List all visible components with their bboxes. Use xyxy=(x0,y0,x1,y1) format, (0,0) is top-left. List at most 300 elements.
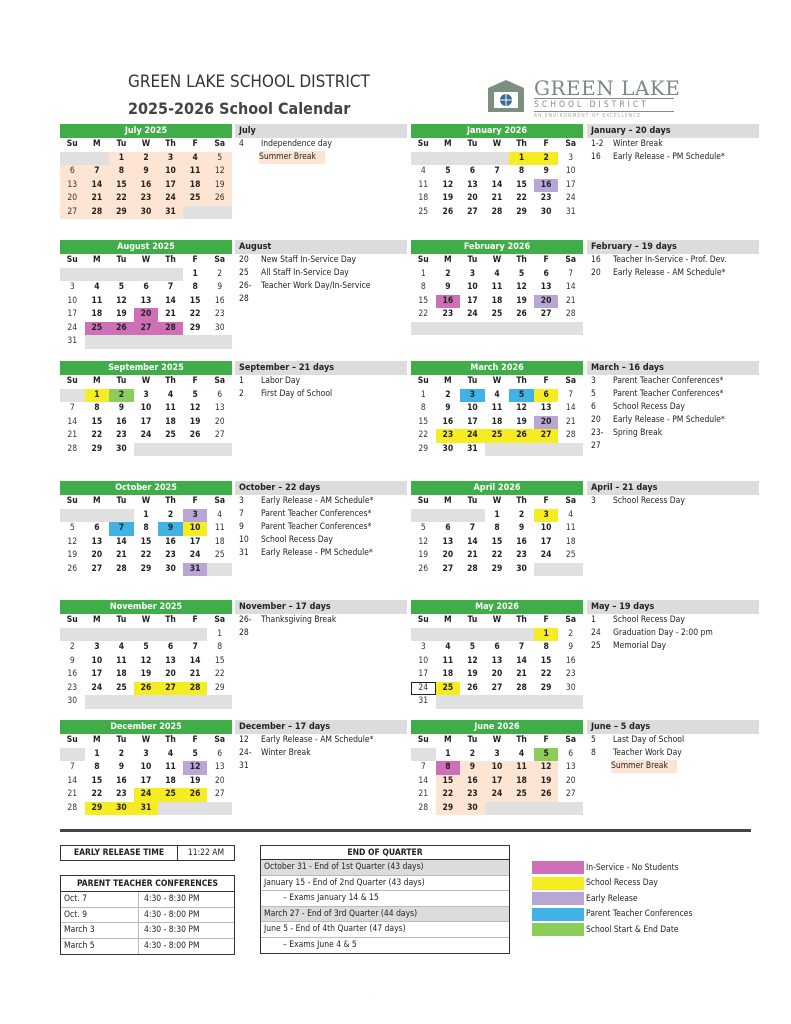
calendar-day[interactable]: 27 xyxy=(134,322,159,336)
calendar-day[interactable]: 13 xyxy=(460,179,485,193)
calendar-day[interactable]: 30 xyxy=(109,802,134,816)
calendar-day[interactable]: 31 xyxy=(558,206,583,220)
calendar-day[interactable]: 30 xyxy=(558,682,583,696)
calendar-day[interactable]: 5 xyxy=(207,152,232,166)
calendar-day[interactable]: 21 xyxy=(485,192,510,206)
calendar-day[interactable]: 15 xyxy=(85,775,110,789)
calendar-day[interactable]: 9 xyxy=(436,402,461,416)
calendar-day[interactable]: 22 xyxy=(109,192,134,206)
calendar-day[interactable]: 21 xyxy=(509,668,534,682)
calendar-day[interactable]: 31 xyxy=(411,695,436,709)
calendar-day[interactable]: 28 xyxy=(509,682,534,696)
calendar-day[interactable]: 14 xyxy=(558,402,583,416)
calendar-day[interactable]: 8 xyxy=(134,522,159,536)
calendar-day[interactable]: 22 xyxy=(207,668,232,682)
calendar-day[interactable]: 3 xyxy=(485,748,510,762)
calendar-day[interactable]: 2 xyxy=(509,509,534,523)
calendar-day[interactable]: 11 xyxy=(183,165,208,179)
calendar-day[interactable]: 21 xyxy=(109,549,134,563)
calendar-day[interactable]: 16 xyxy=(509,536,534,550)
calendar-day[interactable]: 9 xyxy=(534,165,559,179)
calendar-day[interactable]: 12 xyxy=(134,655,159,669)
calendar-day[interactable]: 17 xyxy=(411,668,436,682)
calendar-day[interactable]: 16 xyxy=(207,295,232,309)
calendar-day[interactable]: 30 xyxy=(109,443,134,457)
calendar-day[interactable]: 29 xyxy=(85,802,110,816)
calendar-day[interactable]: 29 xyxy=(509,206,534,220)
calendar-day[interactable]: 21 xyxy=(558,295,583,309)
calendar-day[interactable]: 23 xyxy=(436,429,461,443)
calendar-day[interactable]: 29 xyxy=(85,443,110,457)
calendar-day[interactable]: 8 xyxy=(85,402,110,416)
calendar-day[interactable]: 17 xyxy=(558,179,583,193)
calendar-day[interactable]: 1 xyxy=(509,152,534,166)
calendar-day[interactable]: 22 xyxy=(183,308,208,322)
calendar-day[interactable]: 6 xyxy=(85,522,110,536)
calendar-day[interactable]: 7 xyxy=(485,165,510,179)
calendar-day[interactable]: 19 xyxy=(460,668,485,682)
calendar-day[interactable]: 27 xyxy=(534,429,559,443)
calendar-day[interactable]: 31 xyxy=(158,206,183,220)
calendar-day[interactable]: 23 xyxy=(460,788,485,802)
calendar-day[interactable]: 4 xyxy=(485,389,510,403)
calendar-day[interactable]: 17 xyxy=(534,536,559,550)
calendar-day[interactable]: 23 xyxy=(60,682,85,696)
calendar-day[interactable]: 17 xyxy=(158,179,183,193)
calendar-day[interactable]: 10 xyxy=(460,402,485,416)
calendar-day[interactable]: 2 xyxy=(436,268,461,282)
calendar-day[interactable]: 6 xyxy=(436,522,461,536)
calendar-day[interactable]: 18 xyxy=(485,416,510,430)
calendar-day[interactable]: 6 xyxy=(558,748,583,762)
calendar-day[interactable]: 2 xyxy=(109,389,134,403)
calendar-day[interactable]: 9 xyxy=(158,522,183,536)
calendar-day[interactable]: 15 xyxy=(534,655,559,669)
calendar-day[interactable]: 1 xyxy=(109,152,134,166)
calendar-day[interactable]: 28 xyxy=(60,802,85,816)
calendar-day[interactable]: 26 xyxy=(411,563,436,577)
calendar-day[interactable]: 24 xyxy=(183,549,208,563)
calendar-day[interactable]: 24 xyxy=(158,192,183,206)
calendar-day[interactable]: 21 xyxy=(460,549,485,563)
calendar-day[interactable]: 8 xyxy=(509,165,534,179)
calendar-day[interactable]: 9 xyxy=(109,761,134,775)
calendar-day[interactable]: 18 xyxy=(485,295,510,309)
calendar-day[interactable]: 26 xyxy=(436,206,461,220)
calendar-day[interactable]: 18 xyxy=(158,416,183,430)
calendar-day[interactable]: 16 xyxy=(109,416,134,430)
calendar-day[interactable]: 4 xyxy=(158,389,183,403)
calendar-day[interactable]: 18 xyxy=(183,179,208,193)
calendar-day[interactable]: 28 xyxy=(460,563,485,577)
calendar-day[interactable]: 4 xyxy=(436,641,461,655)
calendar-day[interactable]: 5 xyxy=(411,522,436,536)
calendar-day[interactable]: 24 xyxy=(460,308,485,322)
calendar-day[interactable]: 19 xyxy=(109,308,134,322)
calendar-day[interactable]: 2 xyxy=(60,641,85,655)
calendar-day[interactable]: 24 xyxy=(85,682,110,696)
calendar-day[interactable]: 14 xyxy=(60,416,85,430)
calendar-day[interactable]: 14 xyxy=(460,536,485,550)
calendar-day[interactable]: 5 xyxy=(436,165,461,179)
calendar-day[interactable]: 21 xyxy=(158,308,183,322)
calendar-day[interactable]: 28 xyxy=(109,563,134,577)
calendar-day[interactable]: 8 xyxy=(436,761,461,775)
calendar-day[interactable]: 11 xyxy=(109,655,134,669)
calendar-day[interactable]: 10 xyxy=(460,281,485,295)
calendar-day[interactable]: 30 xyxy=(60,695,85,709)
calendar-day[interactable]: 14 xyxy=(85,179,110,193)
calendar-day[interactable]: 10 xyxy=(485,761,510,775)
calendar-day[interactable]: 25 xyxy=(485,308,510,322)
calendar-day[interactable]: 17 xyxy=(460,416,485,430)
calendar-day[interactable]: 12 xyxy=(534,761,559,775)
calendar-day[interactable]: 6 xyxy=(534,268,559,282)
calendar-day[interactable]: 29 xyxy=(207,682,232,696)
calendar-day[interactable]: 12 xyxy=(436,179,461,193)
calendar-day[interactable]: 21 xyxy=(60,429,85,443)
calendar-day[interactable]: 14 xyxy=(485,179,510,193)
calendar-day[interactable]: 9 xyxy=(436,281,461,295)
calendar-day[interactable]: 6 xyxy=(60,165,85,179)
calendar-day[interactable]: 23 xyxy=(158,549,183,563)
calendar-day[interactable]: 9 xyxy=(134,165,159,179)
calendar-day[interactable]: 20 xyxy=(207,775,232,789)
calendar-day[interactable]: 20 xyxy=(207,416,232,430)
calendar-day[interactable]: 26 xyxy=(109,322,134,336)
calendar-day[interactable]: 15 xyxy=(109,179,134,193)
calendar-day[interactable]: 23 xyxy=(207,308,232,322)
calendar-day[interactable]: 1 xyxy=(436,748,461,762)
calendar-day[interactable]: 8 xyxy=(109,165,134,179)
calendar-day[interactable]: 28 xyxy=(558,429,583,443)
calendar-day[interactable]: 5 xyxy=(534,748,559,762)
calendar-day[interactable]: 8 xyxy=(411,281,436,295)
calendar-day[interactable]: 3 xyxy=(134,389,159,403)
calendar-day[interactable]: 11 xyxy=(411,179,436,193)
calendar-day[interactable]: 4 xyxy=(509,748,534,762)
calendar-day[interactable]: 11 xyxy=(485,402,510,416)
calendar-day[interactable]: 14 xyxy=(411,775,436,789)
calendar-day[interactable]: 16 xyxy=(436,416,461,430)
calendar-day[interactable]: 5 xyxy=(60,522,85,536)
calendar-day[interactable]: 5 xyxy=(109,281,134,295)
calendar-day[interactable]: 27 xyxy=(158,682,183,696)
calendar-day[interactable]: 10 xyxy=(85,655,110,669)
calendar-day[interactable]: 21 xyxy=(558,416,583,430)
calendar-day[interactable]: 16 xyxy=(436,295,461,309)
calendar-day[interactable]: 12 xyxy=(183,402,208,416)
calendar-day[interactable]: 6 xyxy=(460,165,485,179)
calendar-day[interactable]: 17 xyxy=(485,775,510,789)
calendar-day[interactable]: 11 xyxy=(158,402,183,416)
calendar-day[interactable]: 3 xyxy=(411,641,436,655)
calendar-day[interactable]: 31 xyxy=(183,563,208,577)
calendar-day[interactable]: 3 xyxy=(158,152,183,166)
calendar-day[interactable]: 16 xyxy=(134,179,159,193)
calendar-day[interactable]: 18 xyxy=(158,775,183,789)
calendar-day[interactable]: 25 xyxy=(436,682,461,696)
calendar-day[interactable]: 11 xyxy=(207,522,232,536)
calendar-day[interactable]: 30 xyxy=(134,206,159,220)
calendar-day[interactable]: 11 xyxy=(485,281,510,295)
calendar-day[interactable]: 20 xyxy=(485,668,510,682)
calendar-day[interactable]: 15 xyxy=(207,655,232,669)
calendar-day[interactable]: 14 xyxy=(509,655,534,669)
calendar-day[interactable]: 1 xyxy=(411,389,436,403)
calendar-day[interactable]: 10 xyxy=(60,295,85,309)
calendar-day[interactable]: 30 xyxy=(158,563,183,577)
calendar-day[interactable]: 14 xyxy=(183,655,208,669)
calendar-day[interactable]: 19 xyxy=(60,549,85,563)
calendar-day[interactable]: 14 xyxy=(158,295,183,309)
calendar-day[interactable]: 26 xyxy=(207,192,232,206)
calendar-day[interactable]: 6 xyxy=(207,748,232,762)
calendar-day[interactable]: 22 xyxy=(411,429,436,443)
calendar-day[interactable]: 5 xyxy=(509,268,534,282)
calendar-day[interactable]: 30 xyxy=(509,563,534,577)
calendar-day[interactable]: 11 xyxy=(558,522,583,536)
calendar-day[interactable]: 12 xyxy=(460,655,485,669)
calendar-day[interactable]: 16 xyxy=(60,668,85,682)
calendar-day[interactable]: 4 xyxy=(207,509,232,523)
calendar-day[interactable]: 20 xyxy=(436,549,461,563)
calendar-day[interactable]: 29 xyxy=(485,563,510,577)
calendar-day[interactable]: 23 xyxy=(134,192,159,206)
calendar-day[interactable]: 25 xyxy=(558,549,583,563)
calendar-day[interactable]: 23 xyxy=(509,549,534,563)
calendar-day[interactable]: 25 xyxy=(485,429,510,443)
calendar-day[interactable]: 28 xyxy=(411,802,436,816)
calendar-day[interactable]: 17 xyxy=(134,416,159,430)
calendar-day[interactable]: 20 xyxy=(460,192,485,206)
calendar-day[interactable]: 12 xyxy=(509,402,534,416)
calendar-day[interactable]: 16 xyxy=(460,775,485,789)
calendar-day[interactable]: 21 xyxy=(183,668,208,682)
calendar-day[interactable]: 9 xyxy=(109,402,134,416)
calendar-day[interactable]: 15 xyxy=(509,179,534,193)
calendar-day[interactable]: 12 xyxy=(183,761,208,775)
calendar-day[interactable]: 10 xyxy=(558,165,583,179)
calendar-day[interactable]: 2 xyxy=(436,389,461,403)
calendar-day[interactable]: 1 xyxy=(534,628,559,642)
calendar-day[interactable]: 19 xyxy=(207,179,232,193)
calendar-day[interactable]: 24 xyxy=(134,429,159,443)
calendar-day[interactable]: 8 xyxy=(534,641,559,655)
calendar-day[interactable]: 1 xyxy=(85,748,110,762)
calendar-day[interactable]: 20 xyxy=(158,668,183,682)
calendar-day[interactable]: 31 xyxy=(134,802,159,816)
calendar-day[interactable]: 18 xyxy=(85,308,110,322)
calendar-day[interactable]: 11 xyxy=(509,761,534,775)
calendar-day[interactable]: 13 xyxy=(534,402,559,416)
calendar-day[interactable]: 17 xyxy=(60,308,85,322)
calendar-day[interactable]: 9 xyxy=(460,761,485,775)
calendar-day[interactable]: 21 xyxy=(85,192,110,206)
calendar-day[interactable]: 20 xyxy=(534,295,559,309)
calendar-day[interactable]: 6 xyxy=(207,389,232,403)
calendar-day[interactable]: 23 xyxy=(558,668,583,682)
calendar-day[interactable]: 25 xyxy=(85,322,110,336)
calendar-day[interactable]: 17 xyxy=(85,668,110,682)
calendar-day[interactable]: 13 xyxy=(436,536,461,550)
calendar-day[interactable]: 25 xyxy=(109,682,134,696)
calendar-day[interactable]: 19 xyxy=(134,668,159,682)
calendar-day[interactable]: 16 xyxy=(158,536,183,550)
calendar-day[interactable]: 31 xyxy=(460,443,485,457)
calendar-day[interactable]: 16 xyxy=(558,655,583,669)
calendar-day[interactable]: 29 xyxy=(436,802,461,816)
calendar-day[interactable]: 12 xyxy=(109,295,134,309)
calendar-day[interactable]: 6 xyxy=(158,641,183,655)
calendar-day[interactable]: 10 xyxy=(134,402,159,416)
calendar-day[interactable]: 27 xyxy=(85,563,110,577)
calendar-day[interactable]: 22 xyxy=(534,668,559,682)
calendar-day[interactable]: 28 xyxy=(558,308,583,322)
calendar-day[interactable]: 4 xyxy=(85,281,110,295)
calendar-day[interactable]: 20 xyxy=(134,308,159,322)
calendar-day[interactable]: 8 xyxy=(183,281,208,295)
calendar-day[interactable]: 27 xyxy=(485,682,510,696)
calendar-day[interactable]: 26 xyxy=(183,788,208,802)
calendar-day[interactable]: 26 xyxy=(134,682,159,696)
calendar-day[interactable]: 2 xyxy=(109,748,134,762)
calendar-day[interactable]: 9 xyxy=(60,655,85,669)
calendar-day[interactable]: 7 xyxy=(460,522,485,536)
calendar-day[interactable]: 16 xyxy=(109,775,134,789)
calendar-day[interactable]: 30 xyxy=(534,206,559,220)
calendar-day[interactable]: 10 xyxy=(183,522,208,536)
calendar-day[interactable]: 5 xyxy=(460,641,485,655)
calendar-day[interactable]: 12 xyxy=(411,536,436,550)
calendar-day[interactable]: 28 xyxy=(183,682,208,696)
calendar-day[interactable]: 7 xyxy=(509,641,534,655)
calendar-day[interactable]: 5 xyxy=(183,389,208,403)
calendar-day[interactable]: 22 xyxy=(485,549,510,563)
calendar-day[interactable]: 22 xyxy=(85,429,110,443)
calendar-day[interactable]: 19 xyxy=(534,775,559,789)
calendar-day[interactable]: 26 xyxy=(509,429,534,443)
calendar-day[interactable]: 18 xyxy=(207,536,232,550)
calendar-day[interactable]: 17 xyxy=(183,536,208,550)
calendar-day[interactable]: 28 xyxy=(85,206,110,220)
calendar-day[interactable]: 3 xyxy=(85,641,110,655)
calendar-day[interactable]: 19 xyxy=(411,549,436,563)
calendar-day[interactable]: 1 xyxy=(85,389,110,403)
calendar-day[interactable]: 15 xyxy=(85,416,110,430)
calendar-day[interactable]: 22 xyxy=(134,549,159,563)
calendar-day[interactable]: 19 xyxy=(509,416,534,430)
calendar-day[interactable]: 1 xyxy=(485,509,510,523)
calendar-day[interactable]: 7 xyxy=(85,165,110,179)
calendar-day[interactable]: 18 xyxy=(558,536,583,550)
calendar-day[interactable]: 10 xyxy=(134,761,159,775)
calendar-day[interactable]: 20 xyxy=(85,549,110,563)
calendar-day[interactable]: 22 xyxy=(509,192,534,206)
calendar-day[interactable]: 13 xyxy=(485,655,510,669)
calendar-day[interactable]: 8 xyxy=(207,641,232,655)
calendar-day[interactable]: 4 xyxy=(558,509,583,523)
calendar-day[interactable]: 13 xyxy=(207,402,232,416)
calendar-day[interactable]: 2 xyxy=(534,152,559,166)
calendar-day[interactable]: 3 xyxy=(460,389,485,403)
calendar-day[interactable]: 1 xyxy=(411,268,436,282)
calendar-day[interactable]: 8 xyxy=(411,402,436,416)
calendar-day[interactable]: 15 xyxy=(411,416,436,430)
calendar-day[interactable]: 17 xyxy=(134,775,159,789)
calendar-day[interactable]: 3 xyxy=(460,268,485,282)
calendar-day[interactable]: 13 xyxy=(134,295,159,309)
calendar-day[interactable]: 29 xyxy=(109,206,134,220)
calendar-day[interactable]: 8 xyxy=(485,522,510,536)
calendar-day[interactable]: 5 xyxy=(183,748,208,762)
calendar-day[interactable]: 13 xyxy=(158,655,183,669)
calendar-day[interactable]: 30 xyxy=(436,443,461,457)
calendar-day[interactable]: 5 xyxy=(509,389,534,403)
calendar-day[interactable]: 12 xyxy=(509,281,534,295)
calendar-day[interactable]: 7 xyxy=(60,761,85,775)
calendar-day[interactable]: 24 xyxy=(60,322,85,336)
calendar-day[interactable]: 3 xyxy=(534,509,559,523)
calendar-day[interactable]: 3 xyxy=(134,748,159,762)
calendar-day[interactable]: 21 xyxy=(60,788,85,802)
calendar-day[interactable]: 24 xyxy=(411,682,436,696)
calendar-day[interactable]: 28 xyxy=(60,443,85,457)
calendar-day[interactable]: 24 xyxy=(558,192,583,206)
calendar-day[interactable]: 22 xyxy=(411,308,436,322)
calendar-day[interactable]: 27 xyxy=(207,429,232,443)
calendar-day[interactable]: 17 xyxy=(460,295,485,309)
calendar-day[interactable]: 10 xyxy=(534,522,559,536)
calendar-day[interactable]: 18 xyxy=(436,668,461,682)
calendar-day[interactable]: 14 xyxy=(558,281,583,295)
calendar-day[interactable]: 27 xyxy=(60,206,85,220)
calendar-day[interactable]: 13 xyxy=(85,536,110,550)
calendar-day[interactable]: 10 xyxy=(158,165,183,179)
calendar-day[interactable]: 3 xyxy=(183,509,208,523)
calendar-day[interactable]: 19 xyxy=(183,775,208,789)
calendar-day[interactable]: 22 xyxy=(436,788,461,802)
calendar-day[interactable]: 4 xyxy=(411,165,436,179)
calendar-day[interactable]: 20 xyxy=(558,775,583,789)
calendar-day[interactable]: 11 xyxy=(436,655,461,669)
calendar-day[interactable]: 27 xyxy=(534,308,559,322)
calendar-day[interactable]: 24 xyxy=(460,429,485,443)
calendar-day[interactable]: 26 xyxy=(60,563,85,577)
calendar-day[interactable]: 3 xyxy=(558,152,583,166)
calendar-day[interactable]: 4 xyxy=(109,641,134,655)
calendar-day[interactable]: 23 xyxy=(436,308,461,322)
calendar-day[interactable]: 26 xyxy=(183,429,208,443)
calendar-day[interactable]: 6 xyxy=(134,281,159,295)
calendar-day[interactable]: 26 xyxy=(460,682,485,696)
calendar-day[interactable]: 14 xyxy=(60,775,85,789)
calendar-day[interactable]: 23 xyxy=(109,429,134,443)
calendar-day[interactable]: 2 xyxy=(158,509,183,523)
calendar-day[interactable]: 23 xyxy=(109,788,134,802)
calendar-day[interactable]: 11 xyxy=(85,295,110,309)
calendar-day[interactable]: 29 xyxy=(134,563,159,577)
calendar-day[interactable]: 2 xyxy=(460,748,485,762)
calendar-day[interactable]: 18 xyxy=(509,775,534,789)
calendar-day[interactable]: 7 xyxy=(558,268,583,282)
calendar-day[interactable]: 8 xyxy=(85,761,110,775)
calendar-day[interactable]: 14 xyxy=(109,536,134,550)
calendar-day[interactable]: 23 xyxy=(534,192,559,206)
calendar-day[interactable]: 12 xyxy=(207,165,232,179)
calendar-day[interactable]: 26 xyxy=(509,308,534,322)
calendar-day[interactable]: 25 xyxy=(207,549,232,563)
